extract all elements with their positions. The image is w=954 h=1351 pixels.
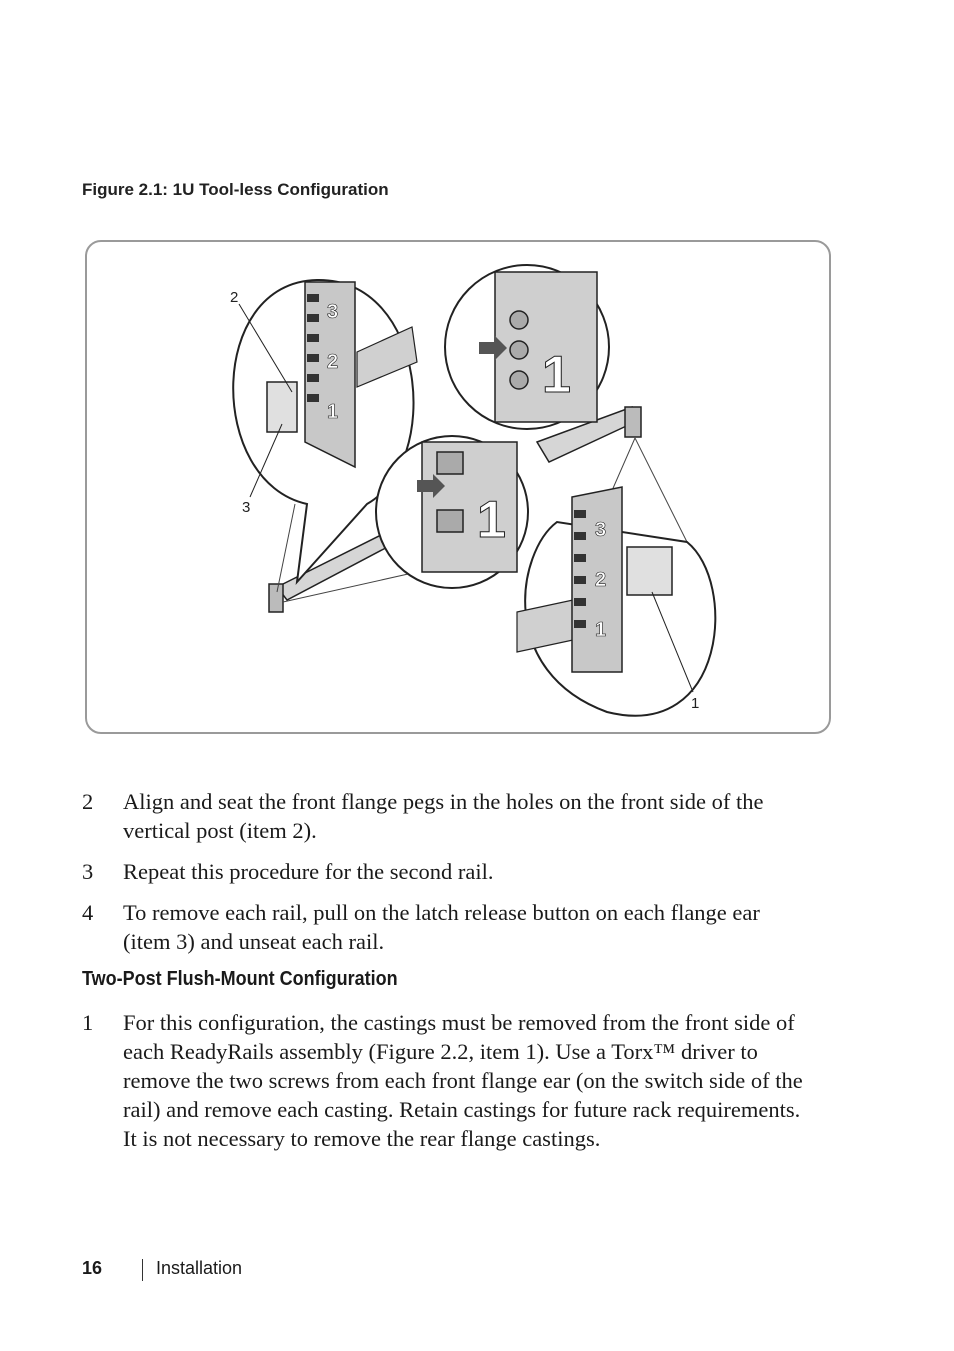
figure-illustration [85, 240, 831, 734]
step-text-line: To remove each rail, pull on the latch release button on each flange ear [123, 900, 760, 925]
step-number: 3 [82, 859, 94, 884]
step-number: 2 [82, 789, 94, 814]
footer-section-title: Installation [156, 1258, 243, 1278]
post-number-zoom-mid: 1 [477, 491, 506, 549]
rail-installation-drawing [87, 242, 831, 734]
callout-1: 1 [691, 695, 700, 712]
step-text-line: (item 3) and unseat each rail. [123, 929, 385, 954]
step-text-line: vertical post (item 2). [123, 818, 317, 843]
middle-zoom-bubble [376, 436, 528, 588]
step-text-line: It is not necessary to remove the rear flange castings. [123, 1126, 601, 1151]
post-number-right-2: 2 [595, 569, 607, 591]
lower-right-zoom-bubble [517, 487, 715, 716]
post-number-right-3: 3 [595, 519, 607, 541]
top-right-zoom-bubble [445, 265, 609, 429]
step-text-line: For this configuration, the castings must be removed from the front side of [123, 1010, 795, 1035]
footer-divider [142, 1259, 143, 1281]
step-text-line: remove the two screws from each front flange ear (on the switch side of the [123, 1068, 803, 1093]
step-text-line: Repeat this procedure for the second rail. [123, 859, 494, 884]
post-number-left-1: 1 [327, 401, 339, 423]
step-text-line: Align and seat the front flange pegs in the holes on the front side of the [123, 789, 764, 814]
figure-caption: Figure 2.1: 1U Tool-less Configuration [82, 180, 389, 199]
section-heading: Two-Post Flush-Mount Configuration [82, 968, 398, 990]
callout-2: 2 [230, 289, 239, 306]
page-number: 16 [82, 1258, 103, 1278]
post-number-left-2: 2 [327, 351, 339, 373]
step-text-line: rail) and remove each casting. Retain castings for future rack requirements. [123, 1097, 801, 1122]
post-number-right-1: 1 [595, 619, 607, 641]
post-number-zoom-top: 1 [542, 346, 571, 404]
step-text-line: each ReadyRails assembly (Figure 2.2, item 1). Use a Torx™ driver to [123, 1039, 758, 1064]
step-number: 1 [82, 1010, 94, 1035]
post-number-left-3: 3 [327, 301, 339, 323]
left-rail [269, 532, 397, 612]
step-number: 4 [82, 900, 94, 925]
callout-3: 3 [242, 499, 251, 516]
